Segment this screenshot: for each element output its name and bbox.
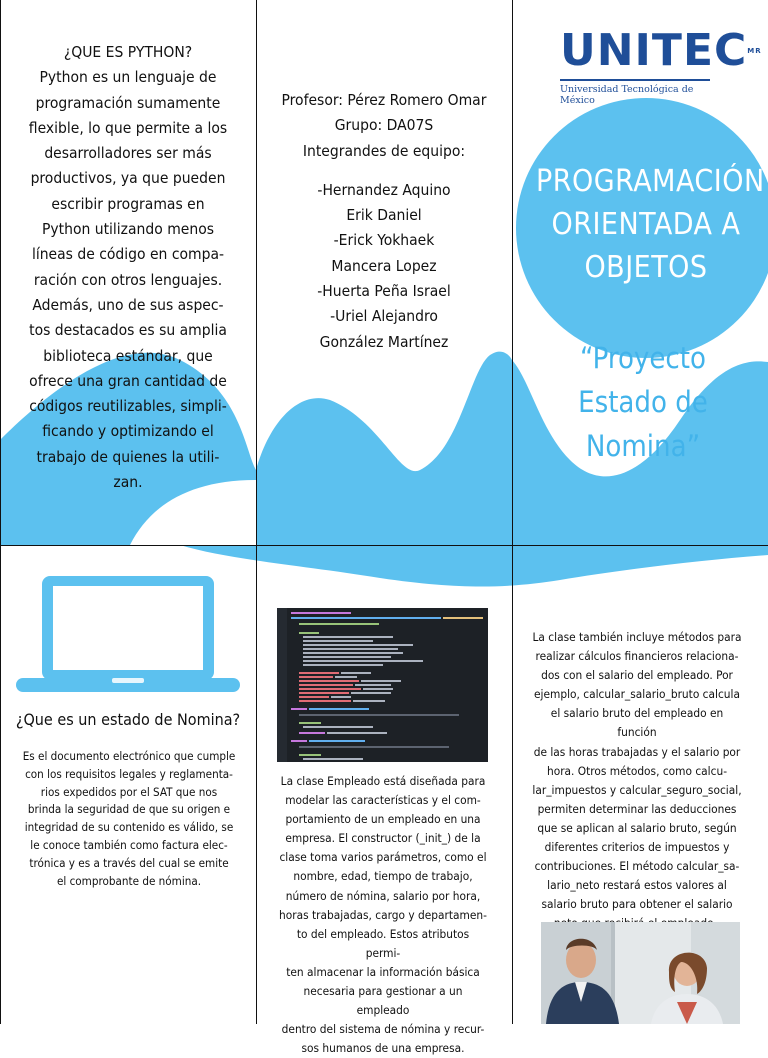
metodos-description [532, 628, 742, 934]
wave-panel-middle [256, 352, 512, 545]
nomina-line: con los requisitos legales y reglamenta- [25, 766, 233, 781]
metodos-line: ejemplo, calcular_salario_bruto calcula [534, 687, 740, 702]
empleado-line: modelar las características y el com- [285, 793, 481, 808]
course-title-line: ORIENTADA A [551, 207, 741, 242]
nomina-description [18, 748, 240, 890]
group-line: Grupo: DA07S [334, 116, 434, 135]
nomina-line: trónica y es a través del cual se emite [29, 855, 229, 870]
python-line: ofrece una gran cantidad de [29, 371, 227, 390]
member-line: -Uriel Alejandro [330, 307, 438, 326]
metodos-line: contribuciones. El método calcular_sa- [534, 859, 740, 874]
python-heading: ¿QUE ES PYTHON? [63, 43, 193, 61]
wave-band-bottom [180, 545, 768, 587]
nomina-line: rios expedidos por el SAT que nos [40, 784, 218, 799]
empleado-line: La clase Empleado está diseñada para [280, 774, 486, 788]
empleado-line: empresa. El constructor (_init_) de la [285, 831, 481, 846]
member-line: -Hernandez Aquino [317, 180, 451, 199]
fold-line-1 [256, 0, 257, 1024]
logo-underline [560, 79, 710, 81]
python-line: flexible, lo que permite a los [28, 118, 228, 137]
empleado-line: portamiento de un empleado en una [285, 812, 481, 827]
member-line: -Huerta Peña Israel [317, 282, 451, 301]
professor-line: Profesor: Pérez Romero Omar [281, 91, 487, 109]
python-line: desarrolladores ser más [44, 144, 212, 163]
nomina-line: Es el documento electrónico que cumple [22, 749, 236, 763]
empleado-description [279, 772, 487, 1058]
python-line: ración con otros lenguajes. [33, 270, 223, 289]
spacer [276, 164, 492, 178]
python-line: productivos, ya que pueden [30, 169, 226, 188]
python-line: zan. [113, 473, 143, 492]
python-line: Python es un lenguaje de [39, 68, 217, 87]
project-title [548, 336, 738, 468]
business-people-photo [541, 922, 740, 1024]
logo-name: UNITEC [560, 25, 748, 76]
empleado-line: ten almacenar la información básica [286, 964, 480, 979]
project-title-line: “Proyecto [580, 341, 706, 375]
logo-wordmark [560, 25, 762, 76]
member-line: Mancera Lopez [331, 256, 437, 275]
empleado-line: clase toma varios parámetros, como el [279, 850, 487, 865]
logo-subtitle: Universidad Tecnológica de México [560, 84, 694, 106]
metodos-line: permiten determinar las deducciones [537, 801, 737, 816]
empleado-line: to del empleado. Estos atributos permi- [296, 926, 470, 960]
nomina-line: integridad de su contenido es válido, se [24, 820, 234, 835]
member-line: González Martínez [319, 332, 449, 351]
python-line: ficando y optimizando el [42, 422, 214, 441]
fold-line-2 [512, 0, 513, 1024]
python-line: programación sumamente [35, 93, 221, 112]
python-line: tos destacados es su amplia [29, 321, 227, 340]
metodos-line: La clase también incluye métodos para [532, 630, 742, 644]
empleado-line: número de nómina, salario por hora, [285, 888, 481, 903]
empleado-line: horas trabajadas, cargo y departamen- [279, 907, 487, 922]
metodos-line: de las horas trabajadas y el salario por [533, 744, 741, 759]
project-title-line: Estado de [578, 385, 708, 419]
nomina-line: le conoce también como factura elec- [30, 837, 228, 852]
metodos-line: que se aplican al salario bruto, según [537, 820, 737, 835]
python-line: trabajo de quienes la utili- [36, 447, 220, 466]
member-line: Erik Daniel [346, 206, 422, 225]
code-screenshot [277, 608, 488, 762]
python-line: líneas de código en compa- [31, 245, 225, 264]
empleado-line: necesaria para gestionar a un empleado [303, 984, 463, 1018]
unitec-logo [560, 25, 762, 106]
fold-line-left-edge [0, 0, 1, 1024]
python-line: Además, uno de sus aspec- [32, 295, 224, 314]
empleado-line: dentro del sistema de nómina y recur- [281, 1022, 485, 1037]
course-title [536, 160, 765, 289]
empleado-line: sos humanos de una empresa. [301, 1041, 465, 1056]
metodos-line: lario_neto restará estos valores al [547, 878, 727, 893]
laptop-icon [16, 574, 240, 694]
fold-line-horizontal [0, 545, 768, 546]
logo-registered-mark: MR [747, 47, 762, 55]
team-info [276, 88, 492, 355]
members-heading: Integrandes de equipo: [302, 141, 466, 160]
python-description [28, 40, 228, 495]
metodos-line: salario bruto para obtener el salario [541, 897, 733, 912]
project-title-line: Nomina” [585, 429, 701, 463]
nomina-question: ¿Que es un estado de Nomina? [15, 710, 241, 729]
nomina-line: el comprobante de nómina. [56, 873, 202, 888]
python-line: Python utilizando menos [41, 220, 214, 239]
metodos-line: el salario bruto del empleado en función [550, 706, 724, 740]
empleado-line: nombre, edad, tiempo de trabajo, [293, 869, 473, 884]
member-line: -Erick Yokhaek [333, 231, 435, 250]
metodos-line: lar_impuestos y calcular_seguro_social, [532, 782, 742, 797]
nomina-line: brinda la seguridad de que su origen e [27, 802, 231, 817]
metodos-line: dos con el salario del empleado. Por [541, 668, 733, 683]
metodos-line: realizar cálculos financieros relaciona- [535, 649, 739, 664]
course-title-line: PROGRAMACIÓN [536, 164, 765, 199]
metodos-line: hora. Otros métodos, como calcu- [546, 763, 728, 778]
python-line: biblioteca estándar, que [43, 346, 213, 365]
python-line: escribir programas en [51, 194, 205, 213]
metodos-line: diferentes criterios de impuestos y [544, 840, 730, 855]
course-title-line: OBJETOS [584, 250, 708, 285]
python-line: códigos reutilizables, simpli- [29, 397, 227, 416]
